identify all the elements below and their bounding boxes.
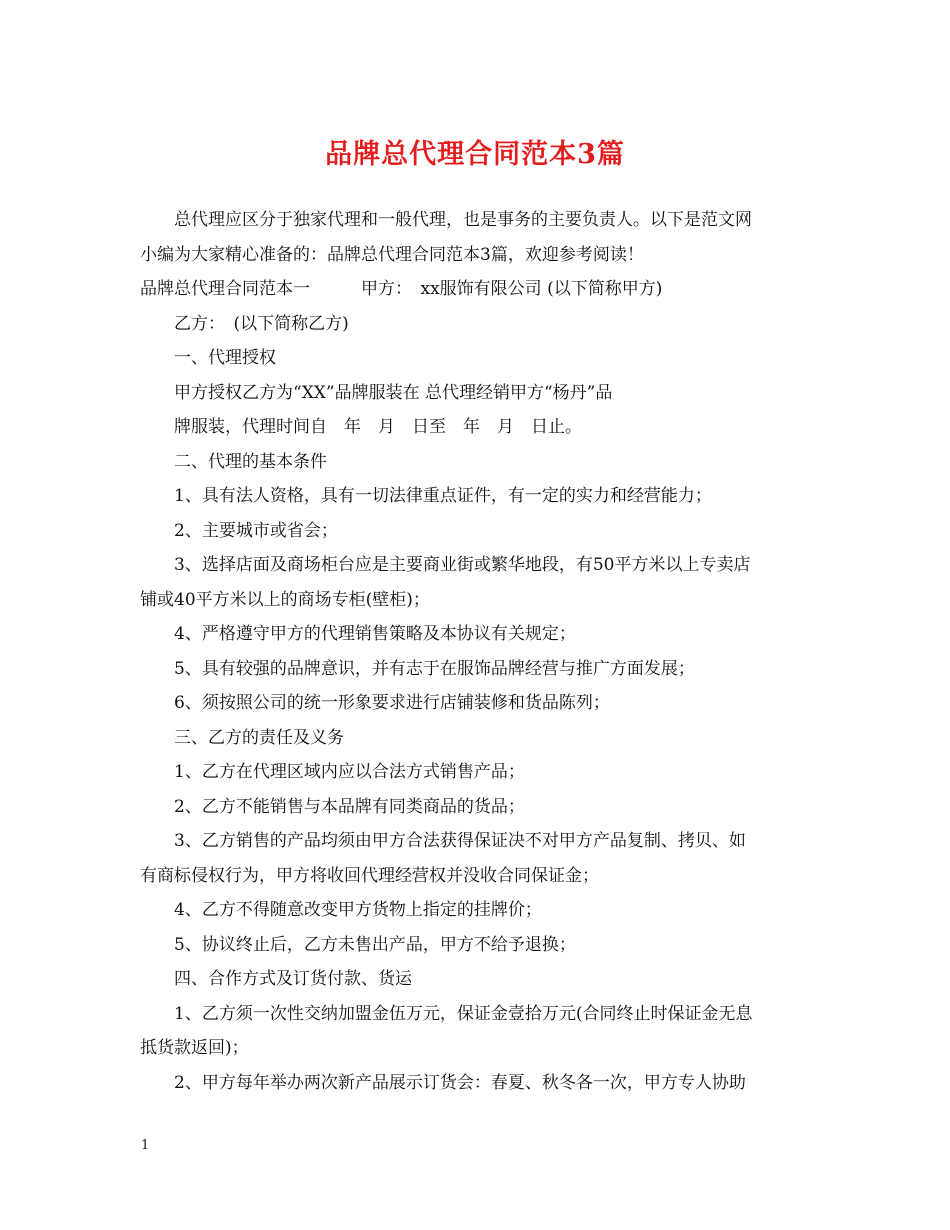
- paragraph-line: 3、乙方销售的产品均须由甲方合法获得保证决不对甲方产品复制、拷贝、如: [174, 831, 746, 851]
- paragraph-line: 1、乙方在代理区域内应以合法方式销售产品；: [174, 762, 525, 782]
- page-number: 1: [141, 1138, 150, 1153]
- paragraph-line: 5、具有较强的品牌意识，并有志于在服饰品牌经营与推广方面发展；: [174, 658, 695, 679]
- paragraph-line: 总代理应区分于独家代理和一般代理，也是事务的主要负责人。以下是范文网: [174, 210, 752, 230]
- paragraph-line: 6、须按照公司的统一形象要求进行店铺装修和货品陈列；: [174, 693, 610, 713]
- paragraph-line: 5、协议终止后，乙方未售出产品，甲方不给予退换；: [174, 934, 576, 955]
- paragraph-line: 一、代理授权: [174, 348, 276, 368]
- paragraph-line: 3、选择店面及商场柜台应是主要商业街或繁华地段，有50平方米以上专卖店: [174, 555, 751, 575]
- paragraph-line: 4、乙方不得随意改变甲方货物上指定的挂牌价；: [174, 900, 542, 920]
- paragraph-line: 四、合作方式及订货付款、货运: [174, 969, 412, 989]
- paragraph-line: 甲方授权乙方为“XX”品牌服装在 总代理经销甲方“杨丹”品: [174, 382, 613, 403]
- paragraph-line: 2、乙方不能销售与本品牌有同类商品的货品；: [174, 796, 525, 817]
- paragraph-line: 有商标侵权行为，甲方将收回代理经营权并没收合同保证金；: [140, 865, 599, 886]
- paragraph-line: 4、严格遵守甲方的代理销售策略及本协议有关规定；: [174, 624, 576, 644]
- paragraph-line: 1、乙方须一次性交纳加盟金伍万元，保证金壹拾万元(合同终止时保证金无息: [174, 1003, 753, 1024]
- paragraph-line: 小编为大家精心准备的：品牌总代理合同范本3篇，欢迎参考阅读！: [140, 244, 644, 265]
- paragraph-line: 乙方： (以下简称乙方): [174, 313, 349, 334]
- paragraph-line: 品牌总代理合同范本一 甲方： xx服饰有限公司 (以下简称甲方): [140, 279, 663, 299]
- paragraph-line: 牌服装，代理时间自 年 月 日至 年 月 日止。: [174, 417, 582, 437]
- paragraph-line: 2、甲方每年举办两次新产品展示订货会：春夏、秋冬各一次，甲方专人协助: [174, 1072, 746, 1093]
- paragraph-line: 三、乙方的责任及义务: [174, 727, 344, 748]
- document-title: 品牌总代理合同范本3篇: [325, 139, 625, 170]
- paragraph-line: 1、具有法人资格，具有一切法律重点证件，有一定的实力和经营能力；: [174, 486, 712, 506]
- paragraph-line: 二、代理的基本条件: [174, 451, 327, 472]
- paragraph-line: 2、主要城市或省会；: [174, 520, 338, 541]
- document-body: [140, 203, 812, 1100]
- paragraph-line: 铺或40平方米以上的商场专柜(壁柜)；: [140, 589, 430, 610]
- paragraph-line: 抵货款返回)；: [140, 1038, 249, 1058]
